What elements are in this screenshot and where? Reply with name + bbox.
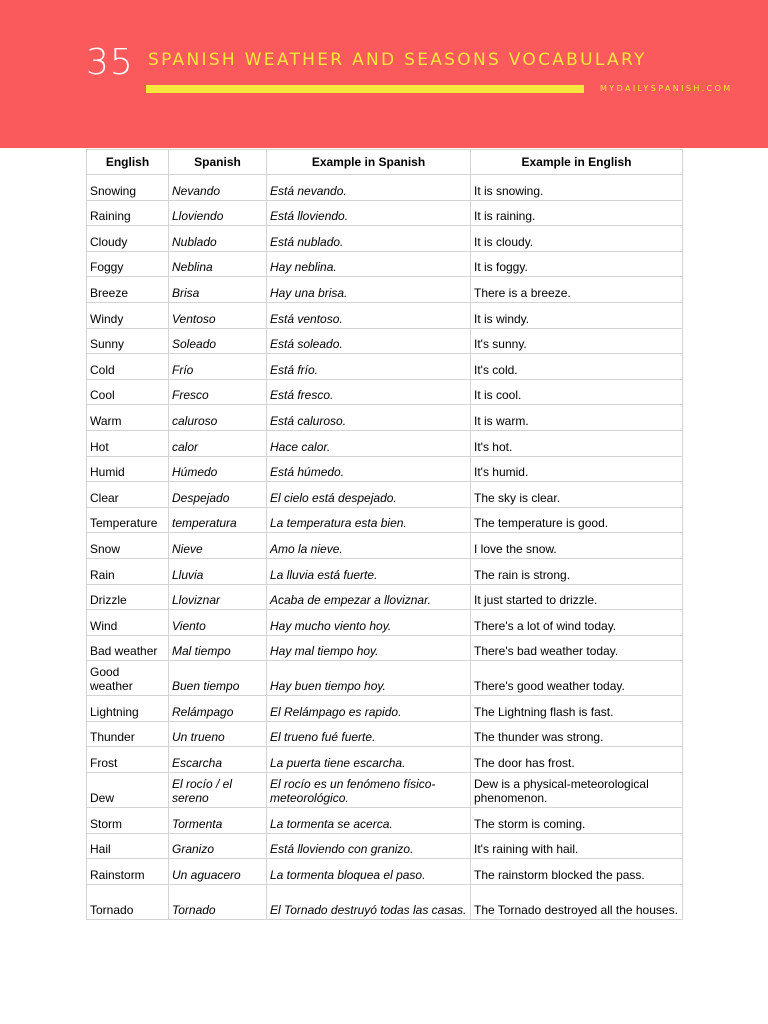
cell-example-spanish: Está húmedo. bbox=[267, 456, 471, 482]
cell-example-spanish: Está fresco. bbox=[267, 379, 471, 405]
column-header-example-english: Example in English bbox=[471, 150, 683, 175]
table-row bbox=[87, 277, 683, 303]
cell-english: Cloudy bbox=[87, 226, 169, 252]
cell-spanish: Frío bbox=[169, 354, 267, 380]
cell-english: Clear bbox=[87, 482, 169, 508]
cell-example-english: The sky is clear. bbox=[471, 482, 683, 508]
cell-english: Wind bbox=[87, 610, 169, 636]
cell-english: Tornado bbox=[87, 884, 169, 919]
table-header-row bbox=[87, 150, 683, 175]
table-row bbox=[87, 226, 683, 252]
table-row bbox=[87, 456, 683, 482]
cell-example-spanish: Está nublado. bbox=[267, 226, 471, 252]
cell-example-spanish: El rocío es un fenómeno físico-meteorológico. bbox=[267, 773, 471, 808]
cell-example-english: The temperature is good. bbox=[471, 507, 683, 533]
cell-example-english: Dew is a physical-meteorological phenomenon. bbox=[471, 773, 683, 808]
cell-example-english: The Lightning flash is fast. bbox=[471, 696, 683, 722]
site-name: MYDAILYSPANISH.COM bbox=[600, 84, 733, 93]
cell-example-spanish: La puerta tiene escarcha. bbox=[267, 747, 471, 773]
cell-spanish: Fresco bbox=[169, 379, 267, 405]
table-row bbox=[87, 773, 683, 808]
cell-example-english: The thunder was strong. bbox=[471, 721, 683, 747]
cell-example-spanish: Está soleado. bbox=[267, 328, 471, 354]
cell-example-spanish: Está caluroso. bbox=[267, 405, 471, 431]
title-underline bbox=[146, 85, 584, 93]
cell-example-spanish: Hay buen tiempo hoy. bbox=[267, 661, 471, 696]
cell-spanish: Tornado bbox=[169, 884, 267, 919]
cell-example-english: It is raining. bbox=[471, 200, 683, 226]
cell-example-spanish: Hay una brisa. bbox=[267, 277, 471, 303]
cell-english: Frost bbox=[87, 747, 169, 773]
cell-english: Drizzle bbox=[87, 584, 169, 610]
table-row bbox=[87, 610, 683, 636]
cell-example-english: The storm is coming. bbox=[471, 808, 683, 834]
cell-example-english: It is cloudy. bbox=[471, 226, 683, 252]
cell-example-english: There's good weather today. bbox=[471, 661, 683, 696]
cell-example-english: There is a breeze. bbox=[471, 277, 683, 303]
cell-english: Raining bbox=[87, 200, 169, 226]
table-body bbox=[87, 175, 683, 920]
cell-spanish: caluroso bbox=[169, 405, 267, 431]
cell-example-spanish: Está lloviendo. bbox=[267, 200, 471, 226]
table-row bbox=[87, 328, 683, 354]
cell-spanish: Viento bbox=[169, 610, 267, 636]
table-row bbox=[87, 584, 683, 610]
table-row bbox=[87, 302, 683, 328]
cell-example-english: I love the snow. bbox=[471, 533, 683, 559]
cell-spanish: Escarcha bbox=[169, 747, 267, 773]
cell-english: Storm bbox=[87, 808, 169, 834]
table-row bbox=[87, 354, 683, 380]
column-header-spanish: Spanish bbox=[169, 150, 267, 175]
table-row bbox=[87, 721, 683, 747]
cell-spanish: Lloviznar bbox=[169, 584, 267, 610]
cell-spanish: Húmedo bbox=[169, 456, 267, 482]
table-row bbox=[87, 175, 683, 201]
cell-spanish: Nublado bbox=[169, 226, 267, 252]
cell-english: Hot bbox=[87, 430, 169, 456]
table-row bbox=[87, 747, 683, 773]
table-row bbox=[87, 859, 683, 885]
cell-example-spanish: El trueno fué fuerte. bbox=[267, 721, 471, 747]
cell-example-spanish: Amo la nieve. bbox=[267, 533, 471, 559]
cell-spanish: Lloviendo bbox=[169, 200, 267, 226]
cell-spanish: Nevando bbox=[169, 175, 267, 201]
cell-example-spanish: Está nevando. bbox=[267, 175, 471, 201]
cell-spanish: Ventoso bbox=[169, 302, 267, 328]
cell-example-spanish: Hay mucho viento hoy. bbox=[267, 610, 471, 636]
cell-spanish: Nieve bbox=[169, 533, 267, 559]
table-row bbox=[87, 635, 683, 661]
column-header-english: English bbox=[87, 150, 169, 175]
cell-spanish: Un trueno bbox=[169, 721, 267, 747]
cell-spanish: Lluvia bbox=[169, 558, 267, 584]
cell-spanish: El rocío / el sereno bbox=[169, 773, 267, 808]
cell-example-english: It is foggy. bbox=[471, 251, 683, 277]
cell-example-spanish: Acaba de empezar a lloviznar. bbox=[267, 584, 471, 610]
table-row bbox=[87, 251, 683, 277]
cell-english: Bad weather bbox=[87, 635, 169, 661]
table-row bbox=[87, 833, 683, 859]
cell-english: Windy bbox=[87, 302, 169, 328]
cell-example-english: It's sunny. bbox=[471, 328, 683, 354]
cell-english: Cool bbox=[87, 379, 169, 405]
cell-spanish: Tormenta bbox=[169, 808, 267, 834]
table-row bbox=[87, 482, 683, 508]
cell-spanish: Brisa bbox=[169, 277, 267, 303]
cell-english: Good weather bbox=[87, 661, 169, 696]
table-row bbox=[87, 808, 683, 834]
table-row bbox=[87, 884, 683, 919]
cell-spanish: Neblina bbox=[169, 251, 267, 277]
cell-spanish: Buen tiempo bbox=[169, 661, 267, 696]
cell-example-english: It is cool. bbox=[471, 379, 683, 405]
cell-english: Dew bbox=[87, 773, 169, 808]
cell-example-spanish: El Tornado destruyó todas las casas. bbox=[267, 884, 471, 919]
cell-example-english: The door has frost. bbox=[471, 747, 683, 773]
cell-example-spanish: Hay neblina. bbox=[267, 251, 471, 277]
table-row bbox=[87, 533, 683, 559]
cell-example-spanish: El Relámpago es rapido. bbox=[267, 696, 471, 722]
cell-example-english: It just started to drizzle. bbox=[471, 584, 683, 610]
cell-example-spanish: Está frío. bbox=[267, 354, 471, 380]
cell-example-english: There's a lot of wind today. bbox=[471, 610, 683, 636]
header-banner bbox=[0, 0, 768, 148]
cell-english: Foggy bbox=[87, 251, 169, 277]
cell-example-spanish: Hay mal tiempo hoy. bbox=[267, 635, 471, 661]
cell-english: Cold bbox=[87, 354, 169, 380]
table-row bbox=[87, 405, 683, 431]
table-row bbox=[87, 696, 683, 722]
cell-english: Thunder bbox=[87, 721, 169, 747]
cell-spanish: temperatura bbox=[169, 507, 267, 533]
cell-example-english: It is windy. bbox=[471, 302, 683, 328]
cell-example-english: It is snowing. bbox=[471, 175, 683, 201]
cell-example-spanish: El cielo está despejado. bbox=[267, 482, 471, 508]
table-row bbox=[87, 507, 683, 533]
cell-english: Warm bbox=[87, 405, 169, 431]
cell-example-english: The rainstorm blocked the pass. bbox=[471, 859, 683, 885]
cell-example-spanish: Hace calor. bbox=[267, 430, 471, 456]
cell-example-spanish: Está lloviendo con granizo. bbox=[267, 833, 471, 859]
cell-example-english: The rain is strong. bbox=[471, 558, 683, 584]
cell-example-spanish: La tormenta bloquea el paso. bbox=[267, 859, 471, 885]
cell-english: Rainstorm bbox=[87, 859, 169, 885]
vocabulary-table bbox=[86, 149, 683, 920]
cell-spanish: Relámpago bbox=[169, 696, 267, 722]
table-row bbox=[87, 558, 683, 584]
cell-example-english: It's cold. bbox=[471, 354, 683, 380]
cell-spanish: Soleado bbox=[169, 328, 267, 354]
cell-spanish: Mal tiempo bbox=[169, 635, 267, 661]
table-row bbox=[87, 200, 683, 226]
cell-english: Hail bbox=[87, 833, 169, 859]
cell-example-english: It's hot. bbox=[471, 430, 683, 456]
cell-example-english: It's humid. bbox=[471, 456, 683, 482]
cell-example-spanish: Está ventoso. bbox=[267, 302, 471, 328]
cell-spanish: Un aguacero bbox=[169, 859, 267, 885]
cell-example-spanish: La lluvia está fuerte. bbox=[267, 558, 471, 584]
cell-example-english: It's raining with hail. bbox=[471, 833, 683, 859]
cell-english: Sunny bbox=[87, 328, 169, 354]
cell-english: Lightning bbox=[87, 696, 169, 722]
cell-example-english: The Tornado destroyed all the houses. bbox=[471, 884, 683, 919]
cell-spanish: Despejado bbox=[169, 482, 267, 508]
cell-example-spanish: La tormenta se acerca. bbox=[267, 808, 471, 834]
table-row bbox=[87, 379, 683, 405]
table-row bbox=[87, 661, 683, 696]
column-header-example-spanish: Example in Spanish bbox=[267, 150, 471, 175]
cell-english: Breeze bbox=[87, 277, 169, 303]
table-row bbox=[87, 430, 683, 456]
cell-spanish: calor bbox=[169, 430, 267, 456]
cell-english: Snowing bbox=[87, 175, 169, 201]
cell-english: Temperature bbox=[87, 507, 169, 533]
cell-example-spanish: La temperatura esta bien. bbox=[267, 507, 471, 533]
cell-english: Rain bbox=[87, 558, 169, 584]
cell-english: Humid bbox=[87, 456, 169, 482]
page-title: SPANISH WEATHER AND SEASONS VOCABULARY bbox=[148, 50, 647, 70]
cell-example-english: It is warm. bbox=[471, 405, 683, 431]
cell-example-english: There's bad weather today. bbox=[471, 635, 683, 661]
cell-english: Snow bbox=[87, 533, 169, 559]
cell-spanish: Granizo bbox=[169, 833, 267, 859]
list-count: 35 bbox=[86, 42, 134, 83]
